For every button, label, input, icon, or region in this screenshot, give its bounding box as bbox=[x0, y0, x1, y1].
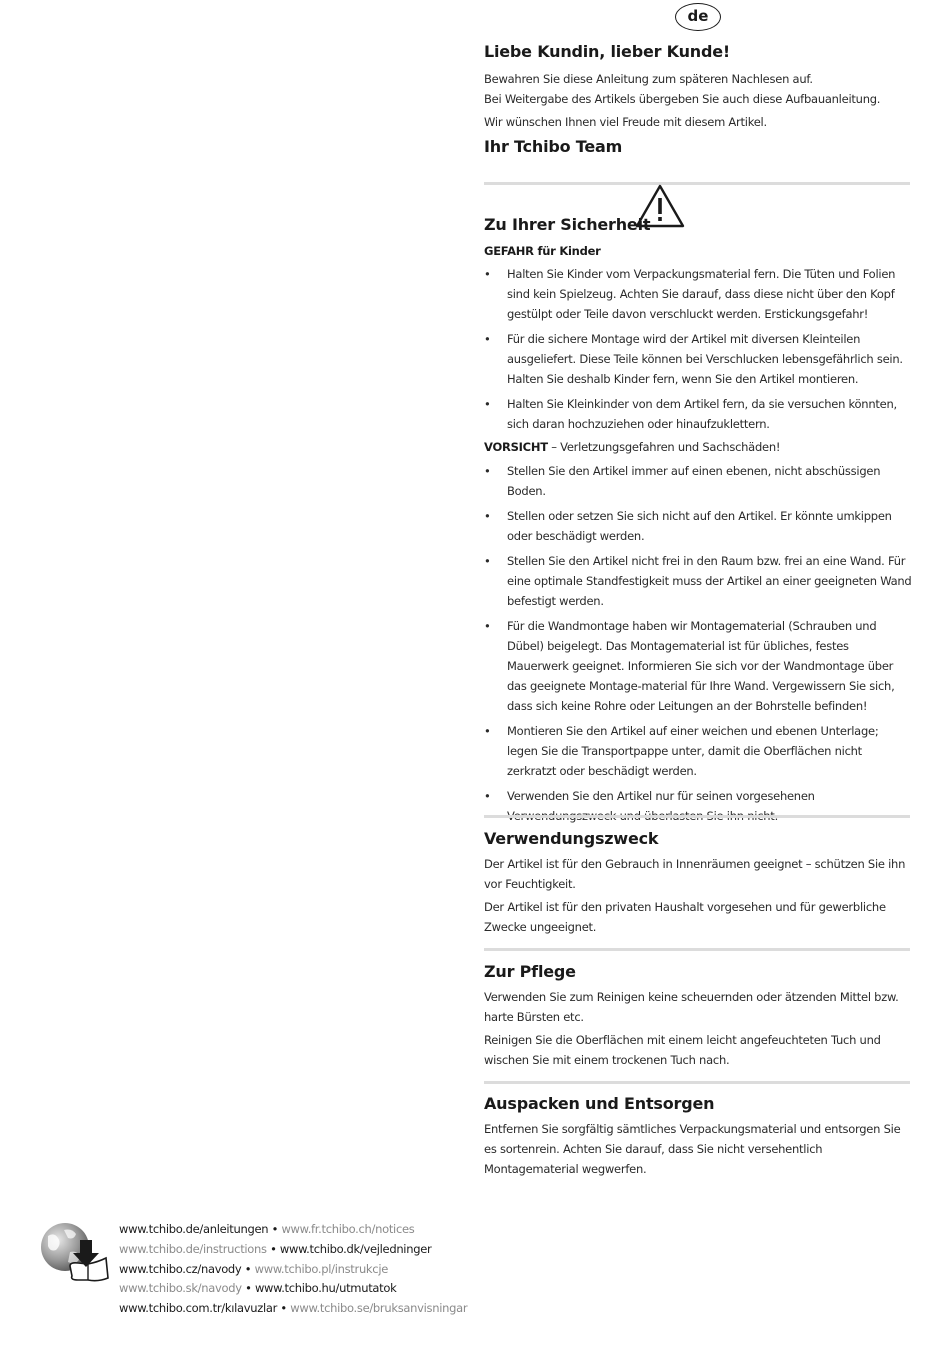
footer-link[interactable]: www.tchibo.pl/instrukcje bbox=[254, 1261, 388, 1276]
purpose-text-1: Der Artikel ist für den Gebrauch in Innenräumen geeignet – schützen Sie ihn vor Feuchtigkeit. bbox=[484, 857, 906, 891]
signature: Ihr Tchibo Team bbox=[484, 137, 623, 156]
footer-link-line: www.tchibo.de/anleitungen • www.fr.tchibo.ch/notices bbox=[119, 1222, 415, 1236]
bullet-dot: • bbox=[484, 464, 491, 478]
safety-title: Zu Ihrer Sicherheit bbox=[484, 215, 651, 234]
bullet-item bbox=[484, 394, 912, 434]
care-text-1: Verwenden Sie zum Reinigen keine scheuernden oder ätzenden Mittel bzw. harte Bürsten etc. bbox=[484, 990, 899, 1024]
bullet-dot: • bbox=[484, 619, 491, 633]
divider bbox=[484, 182, 910, 185]
footer-link[interactable]: www.tchibo.dk/vejledninger bbox=[279, 1241, 432, 1256]
footer-link[interactable]: www.tchibo.de/anleitungen bbox=[119, 1222, 269, 1236]
bullet-dot: • bbox=[484, 332, 491, 346]
footer-link[interactable]: www.tchibo.com.tr/kılavuzlar bbox=[119, 1301, 278, 1316]
bullet-item bbox=[484, 551, 912, 611]
caution-line bbox=[484, 437, 912, 457]
globe-download-book-icon bbox=[40, 1222, 110, 1284]
bullet-text: Halten Sie Kinder vom Verpackungsmaterial fern. Die Tüten und Folien sind kein Spielzeug. Achten Sie darauf, dass diese nicht über den Kopf gestülpt oder Teile davon verschluckt werden. Erstickungsgefahr! bbox=[507, 267, 896, 321]
care-title: Zur Pflege bbox=[484, 962, 576, 981]
bullet-dot: • bbox=[484, 554, 491, 568]
safety-body bbox=[484, 241, 912, 831]
signature-block bbox=[484, 137, 912, 156]
bullet-text: Stellen Sie den Artikel immer auf einen ebenen, nicht abschüssigen Boden. bbox=[507, 464, 881, 498]
footer-link-line: www.tchibo.cz/navody • www.tchibo.pl/instrukcje bbox=[119, 1261, 388, 1276]
bullet-dot: • bbox=[484, 267, 491, 281]
language-badge: de bbox=[675, 3, 721, 31]
purpose-title: Verwendungszweck bbox=[484, 829, 659, 848]
greeting-section bbox=[484, 42, 912, 61]
danger-list bbox=[484, 264, 912, 434]
greeting-line-3: Wir wünschen Ihnen viel Freude mit diesem Artikel. bbox=[484, 115, 767, 129]
bullet-item bbox=[484, 506, 912, 546]
greeting-line-1: Bewahren Sie diese Anleitung zum späteren Nachlesen auf. bbox=[484, 72, 813, 86]
bullet-text: Verwenden Sie den Artikel nur für seinen vorgesehenen bbox=[507, 789, 815, 803]
footer-link[interactable]: www.tchibo.sk/navody bbox=[119, 1281, 242, 1296]
divider bbox=[484, 815, 910, 818]
bullet-dot: • bbox=[484, 724, 491, 738]
disposal-text: Entfernen Sie sorgfältig sämtliches Verpackungsmaterial und entsorgen Sie es sortenrein. Achten Sie darauf, dass Sie nicht versehentlich Montagematerial wegwerfen. bbox=[484, 1122, 901, 1176]
bullet-dot: • bbox=[484, 509, 491, 523]
care-section bbox=[484, 962, 912, 1070]
greeting-title: Liebe Kundin, lieber Kunde! bbox=[484, 42, 730, 61]
bullet-dot: • bbox=[484, 789, 491, 803]
disposal-title: Auspacken und Entsorgen bbox=[484, 1094, 715, 1113]
purpose-section bbox=[484, 829, 912, 937]
divider bbox=[484, 948, 910, 951]
footer-links bbox=[119, 1220, 467, 1319]
bullet-text: Stellen oder setzen Sie sich nicht auf den Artikel. Er könnte umkippen oder beschädigt werden. bbox=[507, 509, 892, 543]
greeting-text bbox=[484, 69, 912, 132]
greeting-line-2: Bei Weitergabe des Artikels übergeben Sie auch diese Aufbauanleitung. bbox=[484, 92, 881, 106]
bullet-text: Für die sichere Montage wird der Artikel mit diversen Kleinteilen ausgeliefert. Diese Teile können bei Verschlucken lebensgefährlich sein. Halten Sie deshalb Kinder fern, wenn Sie den Artikel montieren. bbox=[507, 332, 903, 386]
bullet-text: Für die Wandmontage haben wir Montagematerial (Schrauben und Dübel) beigelegt. Das Montagematerial ist für übliches, festes Mauerwerk geeignet. Informieren Sie sich vor der Wandmontage über das geeignete Montage-material für Ihre Wand. Vergewissern Sie sich, dass sich keine Rohre oder Leitungen an der Bohrstelle befinden! bbox=[507, 619, 895, 713]
footer-link[interactable]: www.tchibo.se/bruksanvisningar bbox=[290, 1301, 468, 1316]
bullet-text: Montieren Sie den Artikel auf einer weichen und ebenen Unterlage; legen Sie die Transportpappe unter, damit die Oberflächen nicht zerkratzt oder beschädigt werden. bbox=[507, 724, 879, 778]
bullet-item bbox=[484, 264, 912, 324]
bullet-text: Halten Sie Kleinkinder von dem Artikel fern, da sie versuchen könnten, sich daran hochzuziehen oder hinaufzuklettern. bbox=[507, 397, 897, 431]
footer-link[interactable]: www.tchibo.cz/navody bbox=[119, 1261, 242, 1276]
footer bbox=[40, 1220, 500, 1330]
footer-link[interactable]: www.fr.tchibo.ch/notices bbox=[281, 1222, 415, 1236]
bullet-item bbox=[484, 721, 912, 781]
care-text-2: Reinigen Sie die Oberflächen mit einem leicht angefeuchteten Tuch und wischen Sie mit einem trockenen Tuch nach. bbox=[484, 1033, 881, 1067]
footer-link[interactable]: www.tchibo.de/instructions bbox=[119, 1241, 267, 1256]
footer-link-line: www.tchibo.com.tr/kılavuzlar • www.tchibo.se/bruksanvisningar bbox=[119, 1301, 468, 1316]
disposal-section bbox=[484, 1094, 912, 1179]
caution-label: VORSICHT bbox=[484, 440, 548, 454]
footer-link[interactable]: www.tchibo.hu/utmutatok bbox=[254, 1281, 397, 1296]
danger-heading: GEFAHR für Kinder bbox=[484, 244, 601, 258]
divider bbox=[484, 1081, 910, 1084]
bullet-item bbox=[484, 329, 912, 389]
bullet-item bbox=[484, 461, 912, 501]
footer-link-line: www.tchibo.sk/navody • www.tchibo.hu/utmutatok bbox=[119, 1281, 397, 1296]
bullet-item bbox=[484, 786, 912, 826]
safety-section bbox=[484, 215, 912, 234]
warning-triangle-icon bbox=[634, 183, 686, 229]
footer-link-line: www.tchibo.de/instructions • www.tchibo.dk/vejledninger bbox=[119, 1241, 432, 1256]
caution-list bbox=[484, 461, 912, 826]
bullet-item bbox=[484, 616, 912, 716]
bullet-text: Stellen Sie den Artikel nicht frei in den Raum bzw. frei an eine Wand. Für eine optimale Standfestigkeit muss der Artikel an einer geeigneten Wand befestigt werden. bbox=[507, 554, 912, 608]
purpose-text-2: Der Artikel ist für den privaten Haushalt vorgesehen und für gewerbliche Zwecke ungeeignet. bbox=[484, 900, 886, 934]
caution-text: – Verletzungsgefahren und Sachschäden! bbox=[547, 440, 781, 454]
bullet-dot: • bbox=[484, 397, 491, 411]
